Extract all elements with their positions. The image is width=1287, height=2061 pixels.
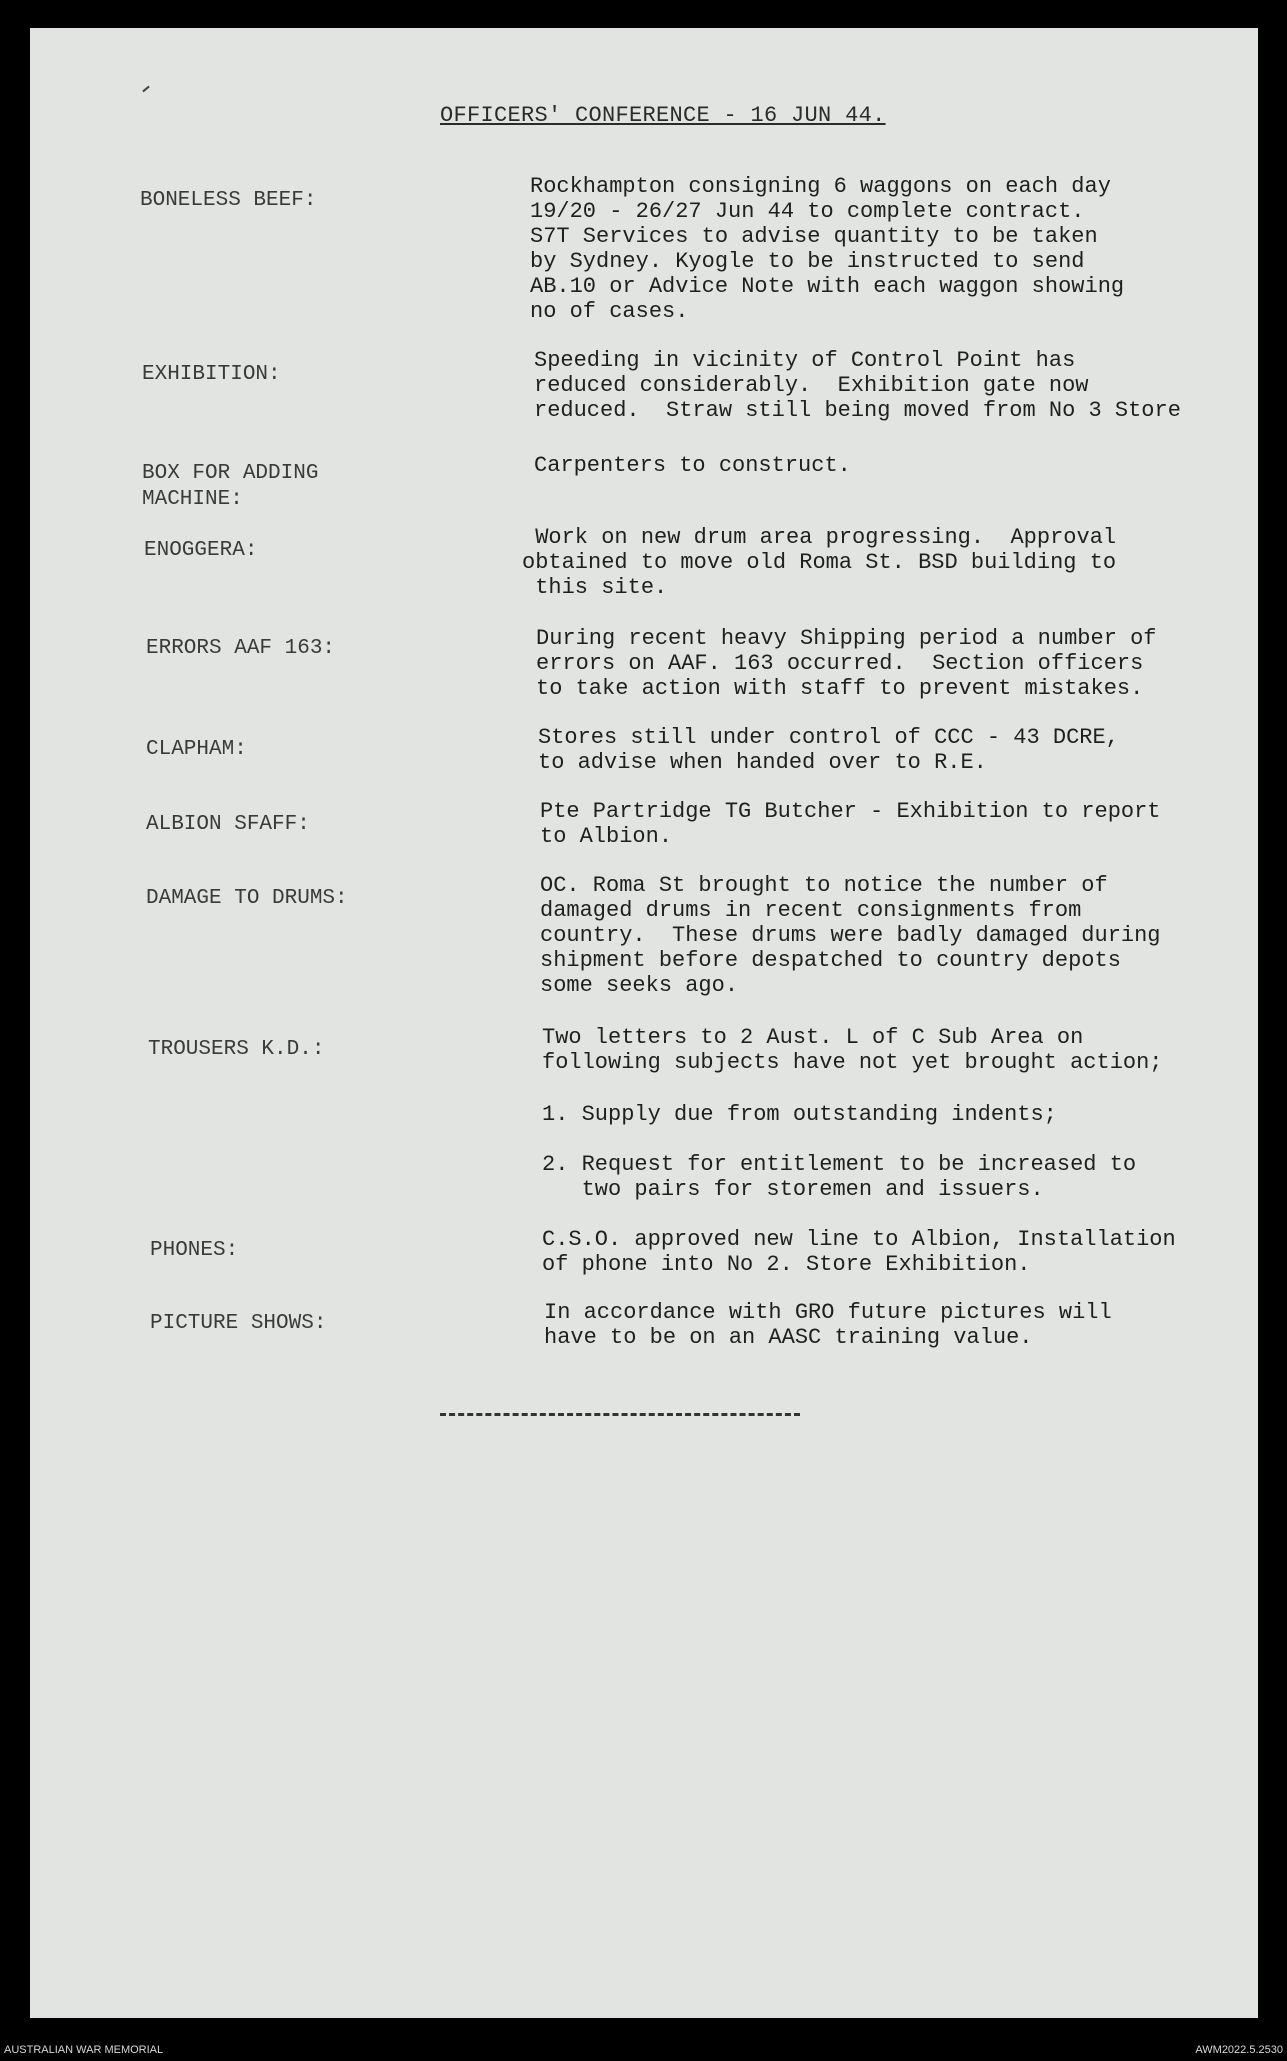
item-text-phones: C.S.O. approved new line to Albion, Installation of phone into No 2. Store Exhibition. xyxy=(542,1227,1176,1277)
item-label-enoggera: ENOGGERA: xyxy=(144,539,258,562)
item-label-exhibition: EXHIBITION: xyxy=(142,363,281,386)
item-text-boneless-beef: Rockhampton consigning 6 waggons on each day 19/20 - 26/27 Jun 44 to complete contract. S7T Services to advise quantity to be taken by Sydney. Kyogle to be instructed to send AB.10 or Advice Note with each waggon showing no of cases. xyxy=(530,174,1125,324)
item-label-phones: PHONES: xyxy=(150,1239,239,1262)
item-text-trousers-point-1: 1. Supply due from outstanding indents; xyxy=(542,1102,1057,1127)
document-page xyxy=(30,28,1258,2018)
item-text-picture-shows: In accordance with GRO future pictures will have to be on an AASC training value. xyxy=(544,1300,1112,1350)
item-text-albion-staff: Pte Partridge TG Butcher - Exhibition to report to Albion. xyxy=(540,799,1161,849)
footer-accession-number: AWM2022.5.2530 xyxy=(1195,2044,1283,2056)
item-text-exhibition: Speeding in vicinity of Control Point has reduced considerably. Exhibition gate now reduced. Straw still being moved from No 3 Store xyxy=(534,348,1181,423)
item-label-picture-shows: PICTURE SHOWS: xyxy=(150,1312,327,1335)
item-text-trousers-kd: Two letters to 2 Aust. L of C Sub Area on following subjects have not yet brought action; xyxy=(542,1025,1163,1075)
item-label-boneless-beef: BONELESS BEEF: xyxy=(140,189,317,212)
document-title: OFFICERS' CONFERENCE - 16 JUN 44. xyxy=(440,103,886,128)
item-text-trousers-point-2: 2. Request for entitlement to be increased to two pairs for storemen and issuers. xyxy=(542,1152,1137,1202)
pencil-mark xyxy=(142,86,149,93)
item-label-trousers-kd: TROUSERS K.D.: xyxy=(148,1038,325,1061)
item-label-albion-staff: ALBION SFAFF: xyxy=(146,813,310,836)
end-divider xyxy=(440,1413,800,1416)
item-label-box-for-adding-machine: BOX FOR ADDING MACHINE: xyxy=(142,462,319,511)
item-text-errors-aaf-163: During recent heavy Shipping period a number of errors on AAF. 163 occurred. Section officers to take action with staff to prevent mistakes. xyxy=(536,626,1157,701)
footer-institution: AUSTRALIAN WAR MEMORIAL xyxy=(4,2044,164,2056)
item-text-damage-to-drums: OC. Roma St brought to notice the number of damaged drums in recent consignments from country. These drums were badly damaged during shipment before despatched to country depots some seeks ago. xyxy=(540,873,1161,998)
item-text-clapham: Stores still under control of CCC - 43 DCRE, to advise when handed over to R.E. xyxy=(538,725,1119,775)
item-text-enoggera: Work on new drum area progressing. Approval obtained to move old Roma St. BSD building to this site. xyxy=(522,525,1117,600)
item-label-errors-aaf-163: ERRORS AAF 163: xyxy=(146,637,336,660)
item-label-damage-to-drums: DAMAGE TO DRUMS: xyxy=(146,887,348,910)
item-label-clapham: CLAPHAM: xyxy=(146,738,247,761)
item-text-box-for-adding-machine: Carpenters to construct. xyxy=(534,453,851,478)
